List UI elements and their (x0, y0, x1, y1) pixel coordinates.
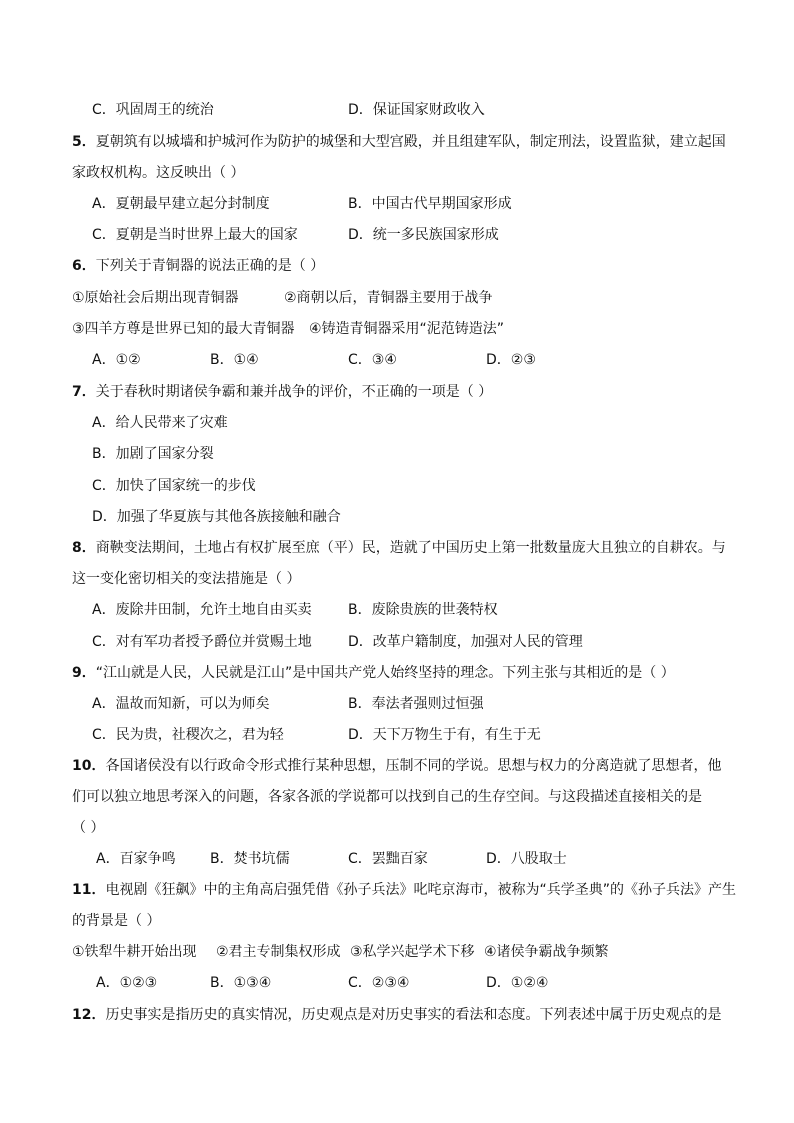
q6-statement-4: ④铸造青铜器采用“泥范铸造法” (309, 321, 505, 337)
q5-stem (72, 132, 726, 152)
q12-stem (72, 1005, 721, 1025)
q8-option-d: D．改革户籍制度，加强对人民的管理 (348, 634, 583, 650)
q9-option-d: D．天下万物生于有，有生于无 (348, 727, 541, 743)
q10-option-b: B．焚书坑儒 (210, 851, 290, 867)
q11-statement-4: ④诸侯争霸战争频繁 (484, 944, 609, 960)
q8-option-c: C．对有军功者授予爵位并赏赐土地 (92, 634, 312, 650)
q6-statement-3: ③四羊方尊是世界已知的最大青铜器 (72, 321, 295, 337)
q5-number: 5． (72, 134, 96, 150)
q6-line1: 下列关于青铜器的说法正确的是（ ） (95, 258, 325, 274)
q8-option-a: A．废除井田制，允许土地自由买卖 (92, 602, 312, 618)
q6-stem (72, 256, 324, 276)
q7-option-c: C．加快了国家统一的步伐 (92, 478, 256, 494)
q5-option-c: C．夏朝是当时世界上最大的国家 (92, 227, 298, 243)
q8-option-b: B．废除贵族的世袭特权 (348, 602, 498, 618)
q10-option-c: C．罢黜百家 (348, 851, 428, 867)
q6-statement-2: ②商朝以后，青铜器主要用于战争 (284, 290, 493, 306)
q5-line2: 家政权机构。这反映出（ ） (72, 165, 245, 181)
q8-number: 8． (72, 540, 96, 556)
q12-number: 12． (72, 1007, 106, 1023)
q7-line1: 关于春秋时期诸侯争霸和兼并战争的评价，不正确的一项是（ ） (95, 384, 493, 400)
q11-option-d: D．①②④ (486, 975, 549, 991)
q7-option-b: B．加剧了国家分裂 (92, 446, 214, 462)
q7-stem (72, 382, 492, 402)
q12-line1: 历史事实是指历史的真实情况，历史观点是对历史事实的看法和态度。下列表述中属于历史观点的是 (105, 1007, 722, 1023)
q9-stem (72, 663, 675, 683)
q5-option-b: B．中国古代早期国家形成 (348, 196, 512, 212)
q6-option-c: C．③④ (348, 352, 397, 368)
q9-option-c: C．民为贵，社稷次之，君为轻 (92, 727, 284, 743)
q11-line2: 的背景是（ ） (72, 913, 161, 929)
q10-line2: 们可以独立地思考深入的问题，各家各派的学说都可以找到自己的生存空间。与这段描述直接相关的是 (72, 789, 702, 805)
q6-option-a: A．①② (92, 352, 141, 368)
q5-line1: 夏朝筑有以城墙和护城河作为防护的城堡和大型宫殿，并且组建军队，制定刑法，设置监狱，建立起国 (95, 134, 726, 150)
q11-option-c: C．②③④ (348, 975, 410, 991)
q11-statement-2: ②君主专制集权形成 (216, 944, 341, 960)
q8-line1: 商鞅变法期间，土地占有权扩展至庶（平）民，造就了中国历史上第一批数量庞大且独立的自耕农。与 (95, 540, 726, 556)
q10-stem (72, 756, 721, 776)
q9-line1: “江山就是人民，人民就是江山”是中国共产党人始终坚持的理念。下列主张与其相近的是（ ） (95, 665, 675, 681)
q4-option-c: C．巩固周王的统治 (92, 102, 214, 118)
q7-number: 7． (72, 384, 96, 400)
q6-option-d: D．②③ (486, 352, 536, 368)
q9-number: 9． (72, 665, 96, 681)
q6-number: 6． (72, 258, 96, 274)
q10-option-a: A．百家争鸣 (96, 851, 176, 867)
q8-stem (72, 538, 726, 558)
q11-statement-3: ③私学兴起学术下移 (350, 944, 475, 960)
q11-statement-1: ①铁犁牛耕开始出现 (72, 944, 197, 960)
q11-option-a: A．①②③ (96, 975, 158, 991)
q7-option-a: A．给人民带来了灾难 (92, 415, 228, 431)
q10-line1: 各国诸侯没有以行政命令形式推行某种思想，压制不同的学说。思想与权力的分离造就了思想者，他 (105, 758, 722, 774)
q7-option-d: D．加强了华夏族与其他各族接触和融合 (92, 509, 341, 525)
q11-line1: 电视剧《狂飙》中的主角高启强凭借《孙子兵法》叱咤京海市，被称为“兵学圣典”的《孙子兵法》产生 (105, 882, 736, 898)
q11-option-b: B．①③④ (210, 975, 272, 991)
q4-option-d: D．保证国家财政收入 (348, 102, 485, 118)
q11-number: 11． (72, 882, 106, 898)
q6-statement-1: ①原始社会后期出现青铜器 (72, 290, 239, 306)
q9-option-a: A．温故而知新，可以为师矣 (92, 696, 270, 712)
q10-line3: （ ） (72, 820, 105, 836)
q11-stem (72, 880, 736, 900)
q5-option-d: D．统一多民族国家形成 (348, 227, 499, 243)
q9-option-b: B．奉法者强则过恒强 (348, 696, 484, 712)
q8-line2: 这一变化密切相关的变法措施是（ ） (72, 571, 301, 587)
q5-option-a: A．夏朝最早建立起分封制度 (92, 196, 270, 212)
q10-number: 10． (72, 758, 106, 774)
q6-option-b: B．①④ (210, 352, 259, 368)
q10-option-d: D．八股取士 (486, 851, 567, 867)
